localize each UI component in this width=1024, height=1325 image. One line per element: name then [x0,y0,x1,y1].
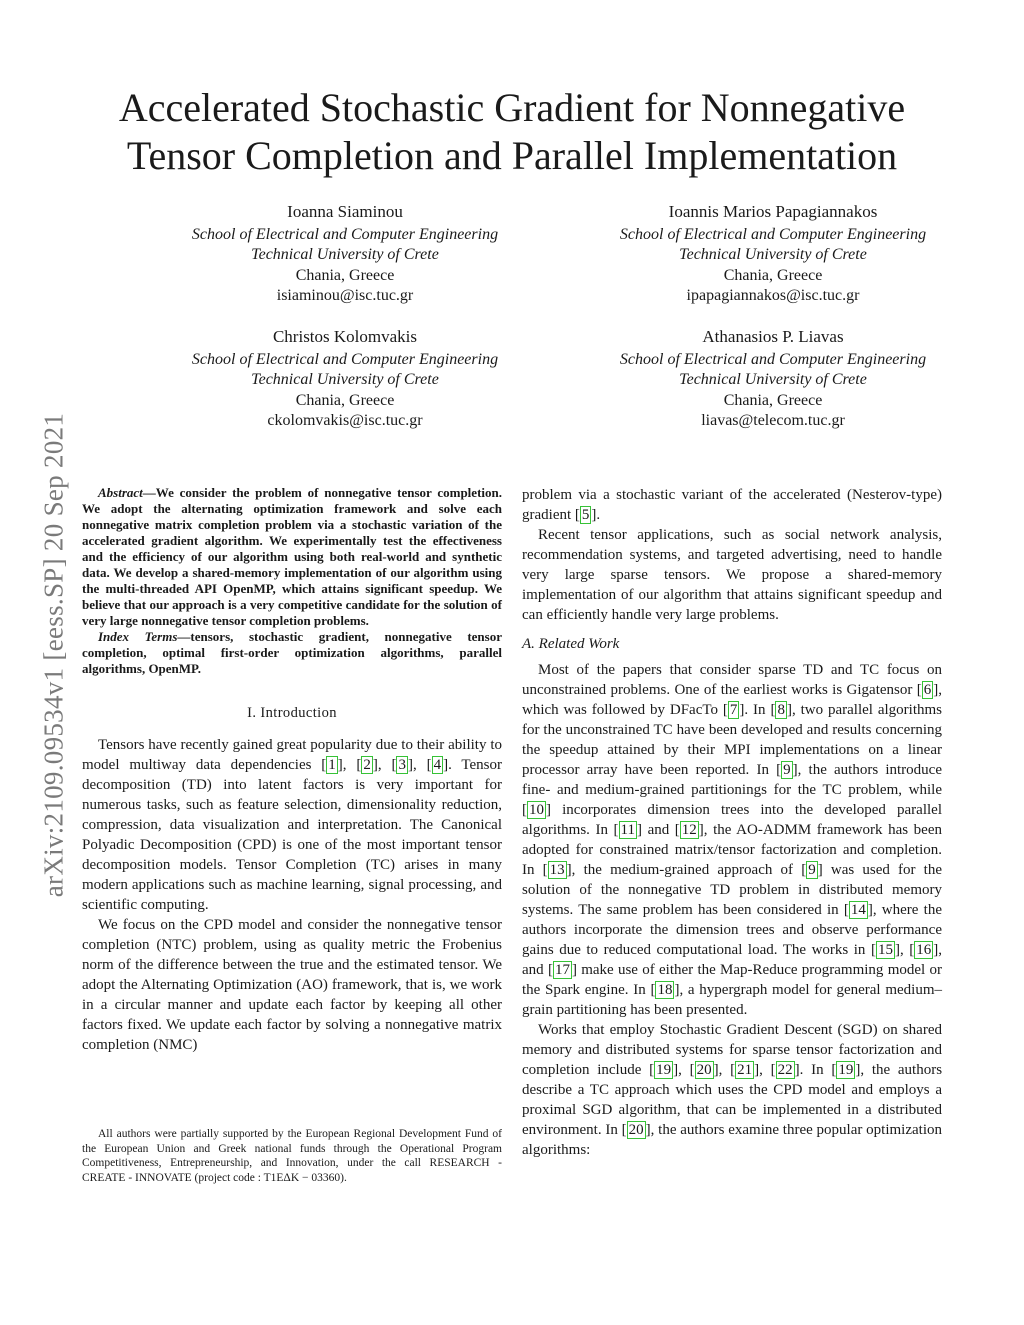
citation-link[interactable]: 16 [916,942,932,958]
citation-link[interactable]: 13 [549,862,565,878]
citation-link[interactable]: 5 [581,507,590,523]
subsection-heading-related-work: A. Related Work [522,636,620,652]
citation-link[interactable]: 11 [620,822,635,838]
author-block-1 [145,202,545,307]
author-name: Athanasios P. Liavas [702,327,844,346]
author-department: School of Electrical and Computer Engineering [191,225,499,243]
author-name: Christos Kolomvakis [272,327,418,346]
citation-link[interactable]: 19 [838,1062,854,1078]
author-email[interactable]: liavas@telecom.tuc.gr [701,412,845,429]
citation-link[interactable]: 15 [877,942,893,958]
citation-link[interactable]: 9 [808,862,816,878]
related-work-paragraph-1: Most of the papers that consider sparse TD and TC focus on unconstrained problems. One of the earliest works is Gigatensor [ 6 ], which was followed by DFacTo [ 7 ]. In [ 8 ], two parallel algorithms for the unconstrained TC have been developed and results concerning the speedup attained by their MPI implementations on a linear processor array have been reported. In [ 9 ], the authors introduce fine- and medium-grained partitionings for the TC problem, while [ 10 ] incorporates dimension trees into the developed parallel algorithms. In [ 11 ] and [ 12 ], the AO-ADMM framework has been adopted for constrained matrix/tensor factorization and completion. In [ 13 ], the medium-grained approach of [ 9 ] was used for the solution of the nonnegative TD problem in distributed memory systems. The same problem has been considered in [ 14 ], where the authors incorporate the dimension trees and observe performance gains due to reduced computational load. The works in [ 15 ], [ 16 ], and [ 17 ] make use of either the Map-Reduce programming model or the Spark engine. In [ 18 ], a hypergraph model for general medium–grain partitioning has been presented. [522,662,943,1018]
citation-link[interactable]: 6 [923,682,932,698]
abstract-text: —We consider the problem of nonnegative tensor completion. We adopt the alternating optimization framework and solve each nonnegative matrix completion problem via a stochastic variation of the accelerated gradient algorithm. We experimentally test the effectiveness and the efficiency of our algorithm using both real-world and synthetic data. We develop a shared-memory implementation of our algorithm using the multi-threaded API OpenMP, which attains significant speedup. We believe that our approach is a very competitive candidate for the solution of very large nonnegative tensor completion problems. [82,485,502,628]
citation-link[interactable]: 10 [529,802,544,818]
citation-link[interactable]: 12 [681,822,697,838]
author-name: Ioanna Siaminou [287,202,403,221]
citation-link[interactable]: 20 [696,1062,712,1078]
title-line-1: Accelerated Stochastic Gradient for Nonnegative [118,85,906,130]
author-email[interactable]: ckolomvakis@isc.tuc.gr [267,412,423,429]
funding-footnote: All authors were partially supported by the European Regional Development Fund of the European Union and Greek national funds through the Operational Program Competitiveness, Entrepreneurship, and Innovation, under the call RESEARCH - CREATE - INNOVATE (project code : T1EΔK − 03360). [82,1128,502,1184]
author-department: School of Electrical and Computer Engineering [191,350,499,368]
right-column [522,485,942,1160]
author-city: Chania, Greece [295,266,395,284]
author-name: Ioannis Marios Papagiannakos [668,202,878,221]
author-email[interactable]: ipapagiannakos@isc.tuc.gr [686,287,860,304]
author-university: Technical University of Crete [679,371,867,388]
author-department: School of Electrical and Computer Engineering [619,350,927,368]
citation-link[interactable]: 14 [850,902,866,918]
left-column [82,485,502,1055]
citation-link[interactable]: 1 [328,757,336,773]
author-city: Chania, Greece [723,391,823,409]
citation-link[interactable]: 7 [729,702,738,718]
citation-link[interactable]: 22 [777,1062,793,1078]
citation-link[interactable]: 18 [657,982,673,998]
author-block-4 [573,327,973,432]
paper-title [0,84,1024,180]
author-university: Technical University of Crete [251,371,439,388]
author-city: Chania, Greece [723,266,823,284]
citation-link[interactable]: 2 [363,757,371,773]
index-terms-lead: Index Terms [98,629,178,644]
author-university: Technical University of Crete [679,246,867,263]
intro-paragraph-1: Tensors have recently gained great popularity due to their ability to model multiway data dependencies [ 1 ], [ 2 ], [ 3 ], [ 4 ]. Tensor decomposition (TD) into latent factors is very important for numerous tasks, such as feature selection, dimensionality reduction, compression, data visualization and interpretation. The Canonical Polyadic Decomposition (CPD) is one of the most important tensor decomposition models. Tensor Completion (TC) arises in many modern applications such as machine learning, signal processing, and scientific computing. [82,737,503,913]
author-department: School of Electrical and Computer Engineering [619,225,927,243]
intro-paragraph-2-continued: problem via a stochastic variant of the accelerated (Nesterov-type) gradient [ 5 ]. [522,487,942,523]
citation-link[interactable]: 3 [398,757,406,773]
author-email[interactable]: isiaminou@isc.tuc.gr [276,287,414,304]
abstract [82,485,502,629]
citation-link[interactable]: 20 [628,1122,644,1138]
citation-link[interactable]: 9 [783,762,791,778]
citation-link[interactable]: 17 [554,962,570,978]
related-work-paragraph-2: Works that employ Stochastic Gradient Descent (SGD) on shared memory and distributed systems for sparse tensor factorization and completion include [ 19 ], [ 20 ], [ 21 ], [ 22 ]. In [ 19 ], the authors describe a TC approach which uses the CPD model and employs a proximal SGD algorithm, that can be implemented in a distributed environment. In [ 20 ], the authors examine three popular optimization algorithms: [522,1022,943,1158]
abstract-lead: Abstract [98,485,143,500]
author-university: Technical University of Crete [251,246,439,263]
arxiv-identifier: arXiv:2109.09534v1 [eess.SP] 20 Sep 2021 [38,412,69,898]
citation-link[interactable]: 8 [777,702,785,718]
author-block-2 [573,202,973,307]
citation-link[interactable]: 4 [433,757,442,773]
index-terms-text: —tensors, stochastic gradient, nonnegative tensor completion, optimal first-order optimization algorithms, parallel algorithms, OpenMP. [82,629,502,676]
citation-link[interactable]: 19 [656,1062,672,1078]
author-block-3 [145,327,545,432]
citation-link[interactable]: 21 [737,1062,753,1078]
title-line-2: Tensor Completion and Parallel Implementation [126,133,898,178]
section-heading-introduction: I. Introduction [247,705,337,721]
intro-paragraph-3: Recent tensor applications, such as social network analysis, recommendation systems, and targeted advertising, need to handle very large sparse tensors. We propose a shared-memory implementation of our algorithm that attains significant speedup and can efficiently handle very large problems. [522,527,942,623]
author-city: Chania, Greece [295,391,395,409]
index-terms [82,629,502,677]
intro-paragraph-2: We focus on the CPD model and consider the nonnegative tensor completion (NTC) problem, using as quality metric the Frobenius norm of the difference between the true and the estimated tensor. We adopt the Alternating Optimization (AO) framework, that is, we work in a circular manner and update each factor by keeping all other factors fixed. We update each factor by solving a nonnegative matrix completion (NMC) [82,917,502,1053]
